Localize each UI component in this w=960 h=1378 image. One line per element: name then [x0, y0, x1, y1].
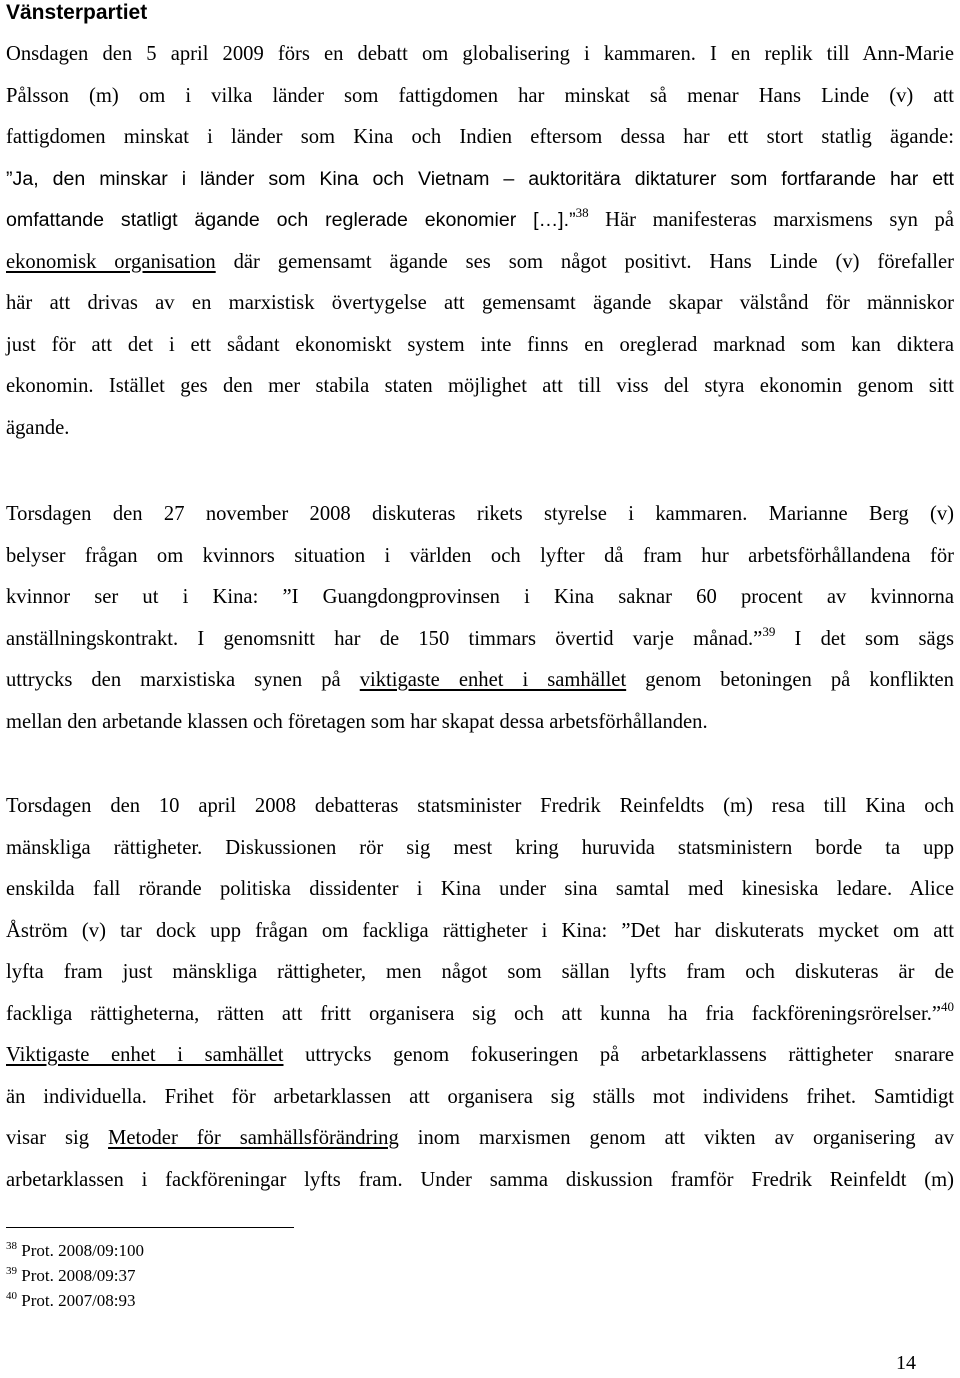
footnote-text: Prot. 2008/09:100 — [17, 1241, 145, 1260]
text-line: Torsdagen den 10 april 2008 debatteras statsminister Fredrik Reinfeldts (m) resa till Kina och — [6, 795, 954, 817]
text-line: Torsdagen den 27 november 2008 diskuteras rikets styrelse i kammaren. Marianne Berg (v) — [6, 503, 954, 525]
text-span: fackliga rättigheterna, rätten att fritt organisera sig och att kunna ha fria fackföreningsrörelser.” — [6, 1002, 941, 1025]
text-line: ägande. — [6, 416, 70, 439]
footnote-number: 40 — [6, 1290, 17, 1302]
text-line — [6, 660, 954, 702]
text-line: arbetarklassen i fackföreningar lyfts fram. Under samma diskussion framför Fredrik Reinfeldt (m) — [6, 1168, 954, 1191]
concept-link-metoder: Metoder för samhällsförändring — [108, 1127, 399, 1149]
footnote-number: 38 — [6, 1240, 17, 1252]
footnote-number: 39 — [6, 1265, 17, 1277]
footnote-item — [6, 1288, 144, 1313]
text-span: uttrycks genom fokuseringen på arbetarklassens rättigheter snarare — [283, 1044, 955, 1066]
concept-link-viktigaste-enhet: viktigaste enhet i samhället — [359, 669, 627, 691]
footnote-ref-39[interactable]: 39 — [762, 623, 776, 639]
text-line: Åström (v) tar dock upp frågan om fackliga rättigheter i Kina: ”Det har diskuterats mycket om att — [6, 919, 954, 942]
footnote-text: Prot. 2007/08:93 — [17, 1291, 136, 1310]
text-span: inom marxismen genom att vikten av organisering av — [398, 1127, 954, 1149]
paragraph-reinfeldt-kina — [6, 786, 954, 1201]
text-line — [6, 242, 954, 284]
footnote-ref-38[interactable]: 38 — [575, 205, 589, 220]
paragraph-rikets-styrelse — [6, 494, 954, 743]
section-heading: Vänsterpartiet — [6, 1, 148, 24]
footnote-divider — [6, 1227, 294, 1228]
text-line: mänskliga rättigheter. Diskussionen rör sig mest kring huruvida statsministern borde ta upp — [6, 836, 954, 859]
text-line: Pålsson (m) om i vilka länder som fattigdomen har minskat så menar Hans Linde (v) att — [6, 84, 954, 107]
quote-line: ”Ja, den minskar i länder som Kina och Vietnam – auktoritära diktaturer som fortfarande har ett — [6, 167, 954, 190]
text-line: kvinnor ser ut i Kina: ”I Guangdongprovinsen i Kina saknar 60 procent av kvinnorna — [6, 586, 954, 608]
text-line: mellan den arbetande klassen och företagen som har skapat dessa arbetsförhållanden. — [6, 710, 708, 733]
text-span: visar sig — [6, 1127, 109, 1149]
concept-link-ekonomisk-organisation: ekonomisk organisation — [6, 250, 216, 273]
text-span: uttrycks den marxistiska synen på — [6, 669, 360, 691]
footnotes — [6, 1238, 144, 1313]
text-line — [6, 200, 954, 242]
text-line — [6, 619, 954, 661]
text-span: Här manifesteras marxismens syn på — [588, 209, 954, 231]
text-line: belyser frågan om kvinnors situation i världen och lyfter då fram hur arbetsförhållandena för — [6, 544, 954, 567]
footnote-ref-40[interactable]: 40 — [941, 998, 954, 1014]
text-line: ekonomin. Istället ges den mer stabila staten möjlighet att till viss del styra ekonomin genom sitt — [6, 375, 954, 397]
text-line — [6, 1035, 954, 1077]
paragraph-globalisering — [6, 34, 954, 449]
text-line: enskilda fall rörande politiska dissidenter i Kina under sina samtal med kinesiska ledare. Alice — [6, 878, 954, 900]
footnote-item — [6, 1238, 144, 1263]
text-span: där gemensamt ägande ses som något positivt. Hans Linde (v) förefaller — [215, 250, 954, 273]
text-line — [6, 1118, 954, 1160]
text-line: än individuella. Frihet för arbetarklassen att organisera sig ställs mot individens frihet. Samtidigt — [6, 1085, 954, 1108]
page-number: 14 — [896, 1352, 916, 1374]
quote-end: omfattande statligt ägande och reglerade ekonomier […].” — [6, 209, 576, 231]
text-span: I det som sägs — [775, 627, 955, 650]
footnote-text: Prot. 2008/09:37 — [17, 1266, 136, 1285]
text-span: genom betoningen på konflikten — [626, 669, 954, 691]
text-line: Onsdagen den 5 april 2009 förs en debatt om globalisering i kammaren. I en replik till Ann-Marie — [6, 43, 954, 65]
text-line — [6, 994, 954, 1036]
text-span: anställningskontrakt. I genomsnitt har de 150 timmars övertid varje månad.” — [6, 627, 763, 650]
footnote-item — [6, 1263, 144, 1288]
text-line: fattigdomen minskat i länder som Kina och Indien eftersom dessa har ett stort statlig ägande: — [6, 126, 954, 148]
text-line: här att drivas av en marxistisk övertygelse att gemensamt ägande skapar välstånd för människor — [6, 292, 954, 314]
text-line: just för att det i ett sådant ekonomiskt system inte finns en oreglerad marknad som kan diktera — [6, 333, 954, 356]
text-line: lyfta fram just mänskliga rättigheter, men något som sällan lyfts fram och diskuteras är de — [6, 961, 954, 983]
concept-link-viktigaste-enhet: Viktigaste enhet i samhället — [6, 1044, 284, 1066]
